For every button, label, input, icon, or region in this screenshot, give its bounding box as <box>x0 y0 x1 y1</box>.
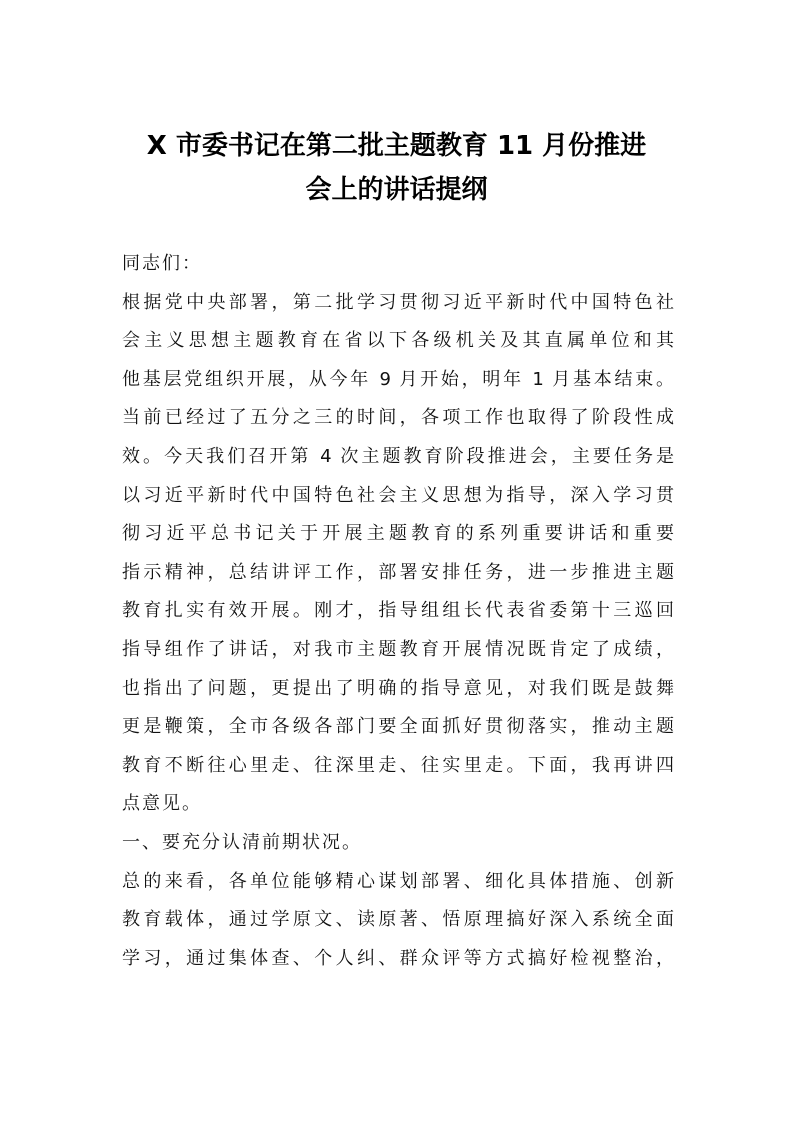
text-line: 也指出了问题，更提出了明确的指导意见，对我们既是鼓舞 <box>122 677 674 699</box>
text-line: 学习，通过集体查、个人纠、群众评等方式搞好检视整治， <box>122 947 674 969</box>
text-line: 会主义思想主题教育在省以下各级机关及其直属单位和其 <box>122 330 674 352</box>
text-line: 以习近平新时代中国特色社会主义思想为指导，深入学习贯 <box>122 484 674 506</box>
text-line: 教育不断往心里走、往深里走、往实里走。下面，我再讲四 <box>122 754 674 776</box>
text-line: 总的来看，各单位能够精心谋划部署、细化具体措施、创新 <box>122 870 674 892</box>
text-line: 当前已经过了五分之三的时间，各项工作也取得了阶段性成 <box>122 407 674 429</box>
text-line: 指导组作了讲话，对我市主题教育开展情况既肯定了成绩， <box>122 638 674 660</box>
document-title <box>0 124 793 212</box>
title-line-1: X 市委书记在第二批主题教育 11 月份推进 <box>146 131 647 161</box>
section-heading <box>122 824 674 863</box>
text-line: 彻习近平总书记关于开展主题教育的系列重要讲话和重要 <box>122 523 674 545</box>
text-line: 同志们： <box>122 253 202 274</box>
text-line: 指示精神，总结讲评工作，部署安排任务，进一步推进主题 <box>122 561 674 583</box>
text-line: 根据党中央部署，第二批学习贯彻习近平新时代中国特色社 <box>122 291 674 313</box>
paragraph <box>122 284 674 824</box>
title-line-2: 会上的讲话提纲 <box>305 175 488 205</box>
paragraph <box>122 863 674 979</box>
salutation <box>122 245 674 284</box>
text-line: 效。今天我们召开第 4 次主题教育阶段推进会，主要任务是 <box>122 445 674 467</box>
document-body <box>122 245 674 978</box>
text-line: 教育扎实有效开展。刚才，指导组组长代表省委第十三巡回 <box>122 600 674 622</box>
text-line: 教育载体，通过学原文、读原著、悟原理搞好深入系统全面 <box>122 909 674 931</box>
text-line: 他基层党组织开展，从今年 9 月开始，明年 1 月基本结束。 <box>122 368 674 390</box>
text-line: 更是鞭策，全市各级各部门要全面抓好贯彻落实，推动主题 <box>122 716 674 738</box>
text-line: 点意见。 <box>122 793 202 815</box>
text-line: 一、要充分认清前期状况。 <box>122 831 362 853</box>
